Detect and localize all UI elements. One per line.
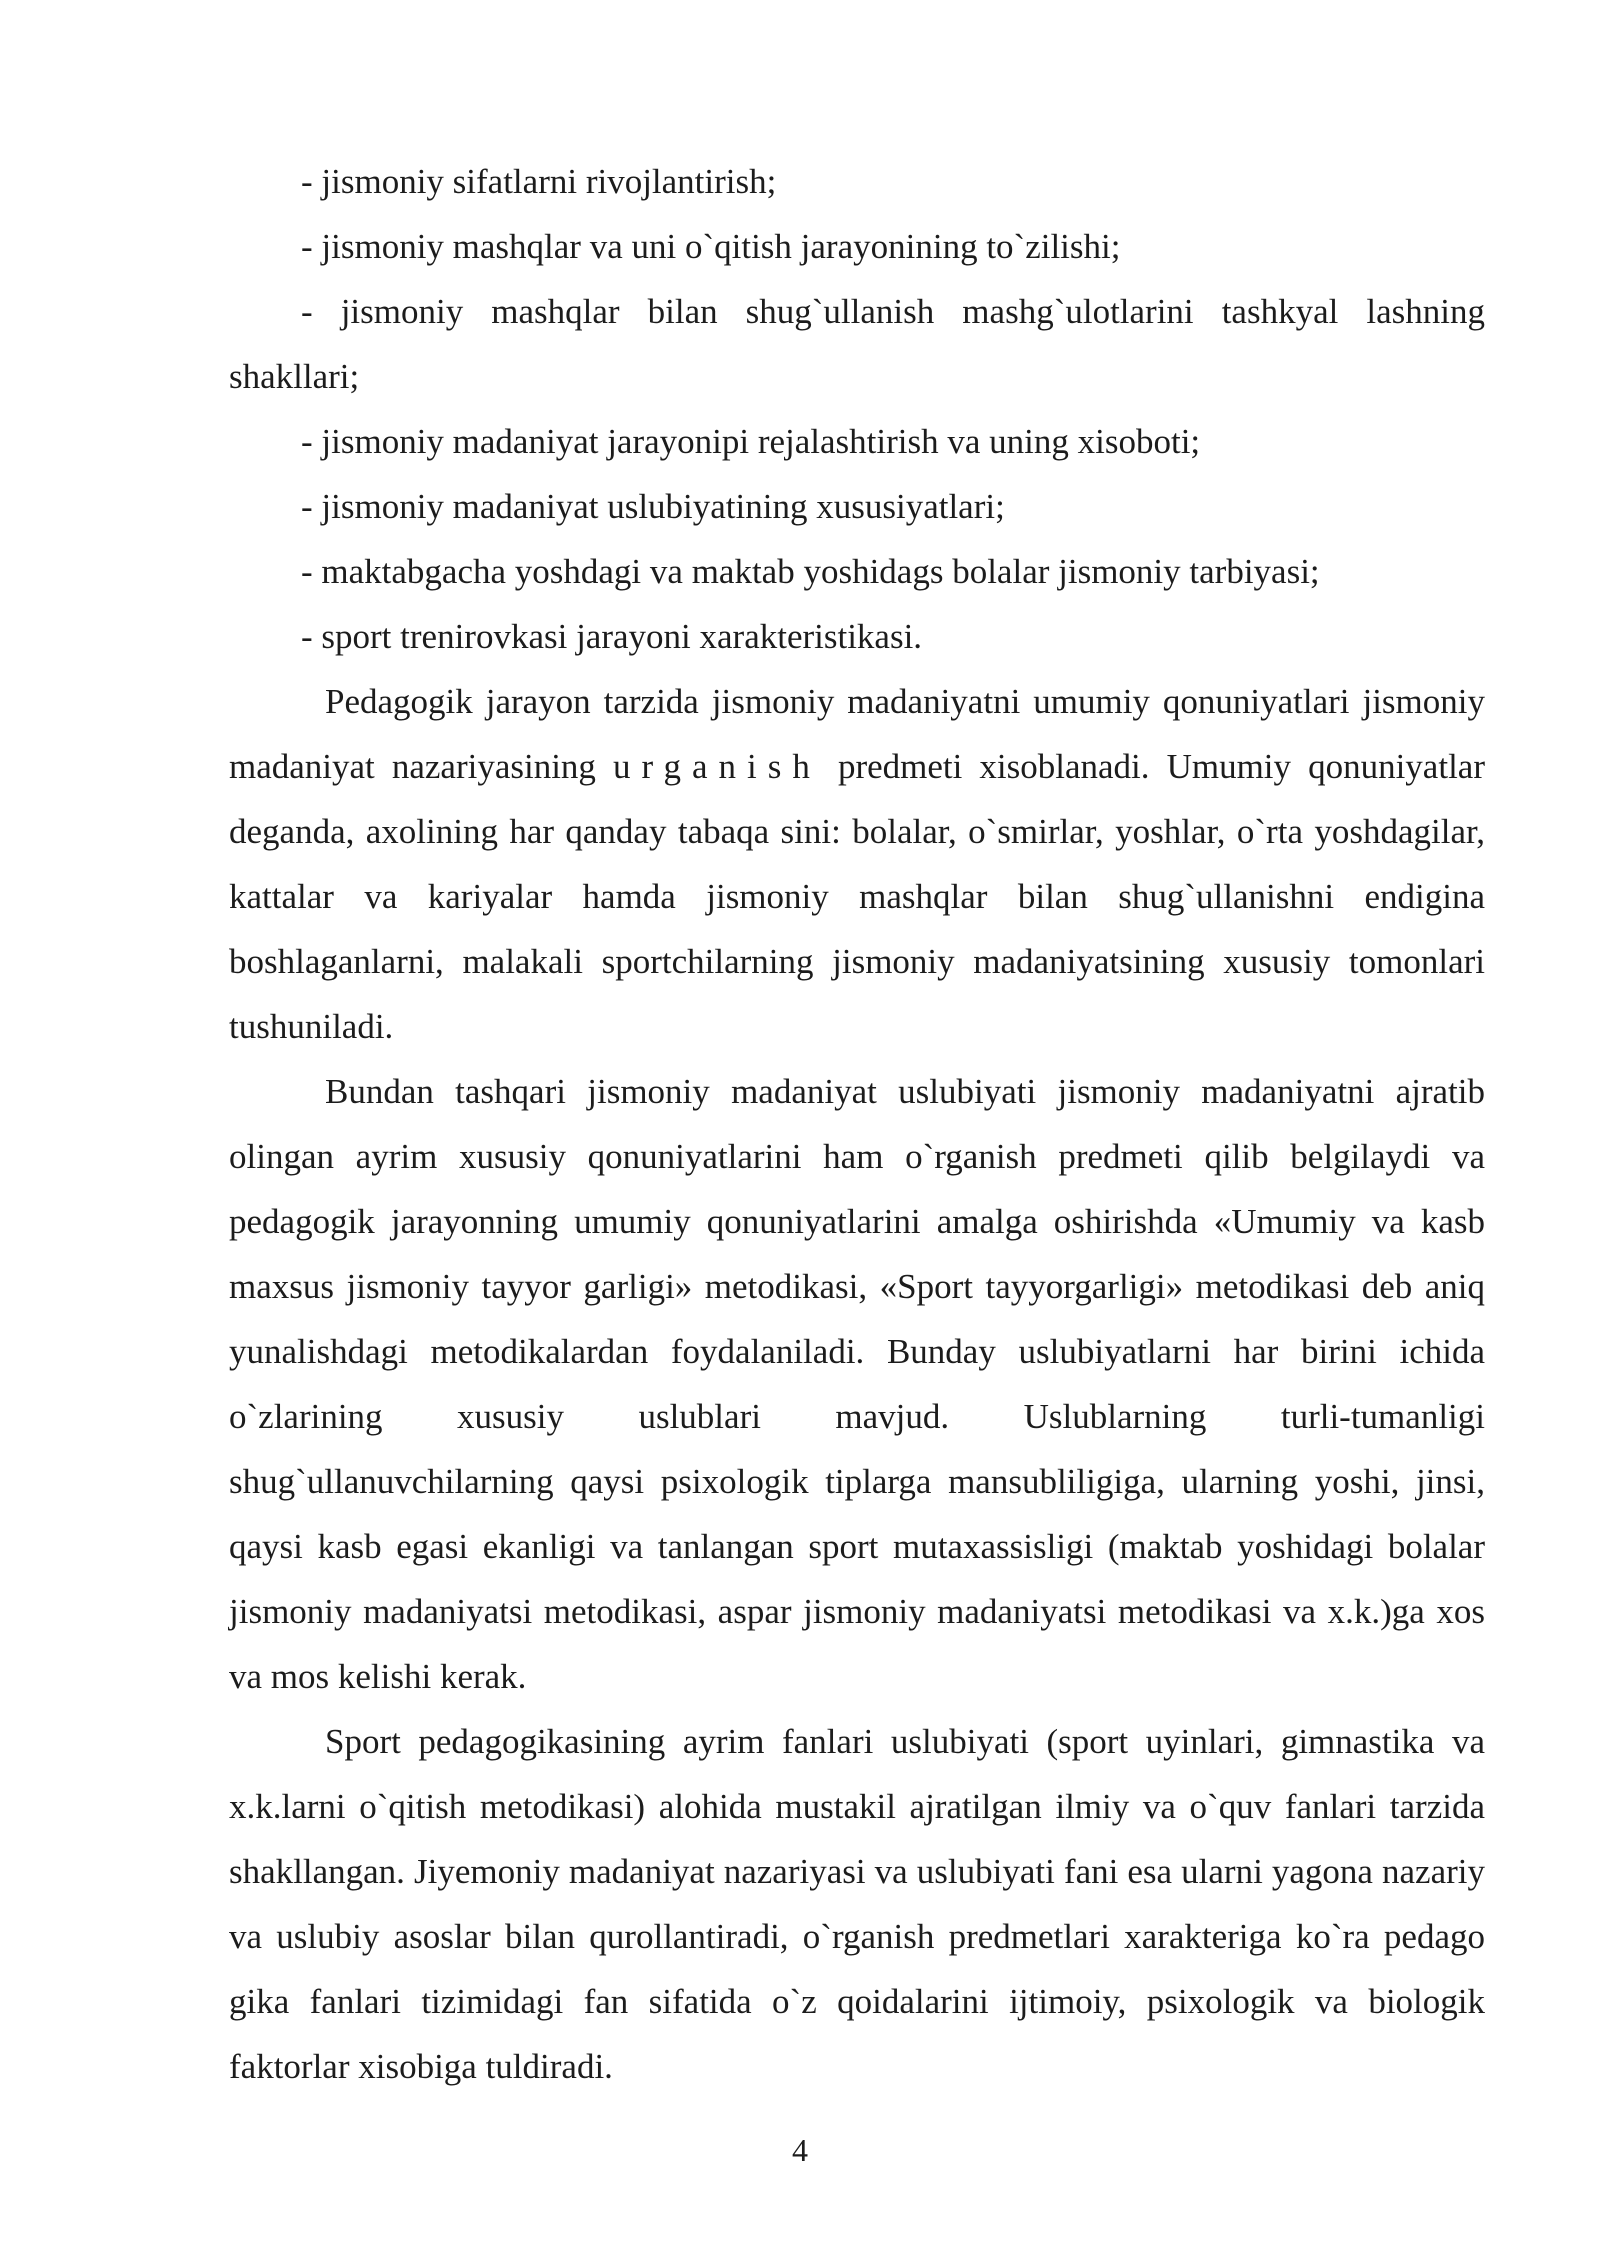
spaced-word: urganish [612,747,821,786]
list-item: - sport trenirovkasi jarayoni xarakteristikasi. [301,617,923,656]
paragraph-1 [229,669,1485,1059]
page-number: 4 [792,2132,808,2168]
list-item: - jismoniy madaniyat uslubiyatining xususiyatlari; [301,487,1005,526]
list-item: - jismoniy sifatlarni rivojlantirish; [301,162,777,201]
list-item: - jismoniy madaniyat jarayonipi rejalashtirish va uning xisoboti; [301,422,1201,461]
paragraph-2: Bundan tashqari jismoniy madaniyat uslubiyati jismoniy madaniyatni ajratib olingan ayrim xususiy qonuniyatlarini ham o`rganish predmeti qilib belgilaydi va pedagogik jarayonning umumiy qonuniyatlarini amalga oshirishda «Umumiy va kasb maxsus jismoniy tayyor garligi» metodikasi, «Sport tayyorgarligi» metodikasi deb aniq yunalishdagi metodikalardan foydalaniladi. Bunday uslubiyatlarni har birini ichida o`zlarining xususiy uslublari mavjud. Uslublarning turli-tumanligi shug`ullanuvchilarning qaysi psixologik tiplarga mansubliligiga, ularning yoshi, jinsi, qaysi kasb egasi ekanligi va tanlangan sport mutaxassisligi (maktab yoshidagi bolalar jismoniy madaniyatsi metodikasi, aspar jismoniy madaniyatsi metodikasi va x.k.)ga xos va mos kelishi kerak. [229,1072,1485,1696]
body-text [229,149,1485,2099]
list-item: - maktabgacha yoshdagi va maktab yoshidags bolalar jismoniy tarbiyasi; [301,552,1320,591]
paragraph-3: Sport pedagogikasining ayrim fanlari uslubiyati (sport uyinlari, gimnastika va x.k.larni o`qitish metodikasi) alohida mustakil ajratilgan ilmiy va o`quv fanlari tarzida shakllangan. Jiyemoniy madaniyat nazariyasi va uslubiyati fani esa ularni yagona nazariy va uslubiy asoslar bilan qurollantiradi, o`rganish predmetlari xarakteriga ko`ra pedago gika fanlari tizimidagi fan sifatida o`z qoidalarini ijtimoiy, psixologik va biologik faktorlar xisobiga tuldiradi. [229,1722,1485,2086]
list-item: - jismoniy mashqlar va uni o`qitish jarayonining to`zilishi; [301,227,1121,266]
paragraph-1-start: Pedagogik jarayon tarzida jismoniy madaniyatni umumiy qonuniyatlari jismoniy madaniyat nazariyasining [229,682,1485,786]
paragraph-1-end: predmeti xisoblanadi. Umumiy qonuniyatlar deganda, axolining har qanday tabaqa sini: bolalar, o`smirlar, yoshlar, o`rta yoshdagilar, kattalar va kariyalar hamda jismoniy mashqlar bilan shug`ullanishni endigina boshlaganlarni, malakali sportchilarning jismoniy madaniyatsining xususiy tomonlari tushuniladi. [229,747,1485,1046]
list-item: - jismoniy mashqlar bilan shug`ullanish mashg`ulotlarini tashkyal lashning shakllari; [229,292,1485,396]
